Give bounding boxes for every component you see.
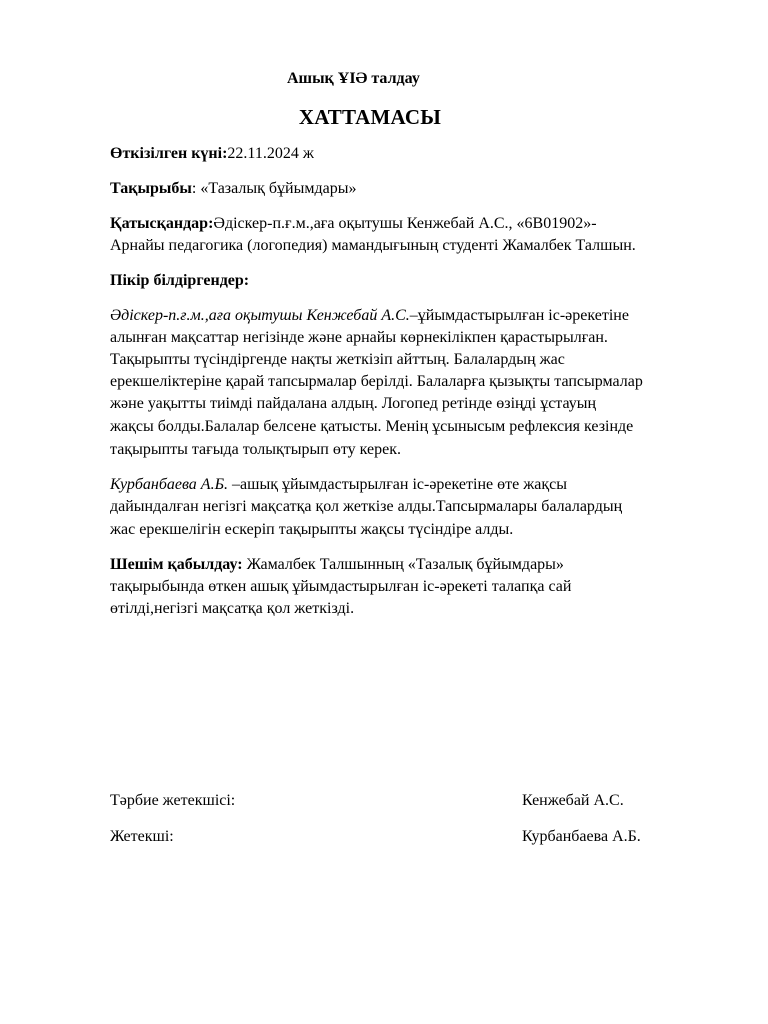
- participants-text-1: Әдіскер-п.ғ.м.,аға оқытушы Кенжебай А.С., «6В01902»-: [213, 215, 597, 232]
- signature-name: Кенжебай А.С.: [522, 792, 624, 809]
- opinion2-line-1: [110, 474, 567, 496]
- opinion1-line: жақсы болды.Балалар белсене қатысты. Менің ұсынысым рефлексия кезінде: [110, 418, 634, 435]
- decision-line: тақырыбында өткен ашық ұйымдастырылған іс-әрекеті талапқа сай: [110, 578, 572, 595]
- signature-name: Курбанбаева А.Б.: [522, 828, 641, 845]
- opinions-heading-text: Пікір білдіргендер:: [110, 272, 250, 289]
- decision-first-text: Жамалбек Талшынның «Тазалық бұйымдары»: [242, 556, 564, 573]
- decision-line-1: [110, 554, 564, 576]
- opinion2-author: Курбанбаева А.Б.: [110, 476, 229, 493]
- document-title: ХАТТАМАСЫ: [298, 105, 442, 129]
- opinion2-line: жас ерекшелігін ескеріп тақырыпты жақсы түсіндіре алды.: [110, 521, 514, 538]
- date-value: 22.11.2024 ж: [227, 145, 314, 162]
- participants-line-2: Арнайы педагогика (логопедия) мамандығының студенті Жамалбек Талшын.: [110, 237, 636, 254]
- topic-line: [110, 178, 356, 200]
- topic-value: : «Тазалық бұйымдары»: [191, 180, 357, 197]
- opinion1-line: және уақытты тиімді пайдалана алдың. Логопед ретінде өзіңді ұстауың: [110, 395, 597, 412]
- decision-label: Шешім қабылдау:: [110, 556, 243, 573]
- signature-role: Жетекші:: [110, 828, 174, 845]
- topic-label: Тақырыбы: [110, 180, 192, 197]
- opinion1-first-text: –ұйымдастырылған іс-әрекетіне: [409, 307, 629, 324]
- opinion1-line: алынған мақсаттар негізінде және арнайы көрнекілікпен қарастырылған.: [110, 329, 608, 346]
- document-subtitle: Ашық ҰІӘ талдау: [287, 70, 420, 87]
- opinion1-line-1: [110, 305, 629, 327]
- decision-line: өтілді,негізгі мақсатқа қол жеткізді.: [110, 600, 355, 617]
- opinions-heading: [110, 270, 249, 292]
- date-label: Өткізілген күні:: [110, 145, 228, 162]
- opinion2-first-text: –ашық ұйымдастырылған іс-әрекетіне өте жақсы: [228, 476, 567, 493]
- opinion1-line: тақырыпты тағыда толықтырып өту керек.: [110, 441, 401, 458]
- participants-label: Қатысқандар:: [110, 215, 214, 232]
- opinion2-line: дайындалған негізгі мақсатқа қол жеткізе алды.Тапсырмалары балалардың: [110, 498, 623, 515]
- opinion1-line: ерекшеліктеріне қарай тапсырмалар берілді. Балаларға қызықты тапсырмалар: [110, 373, 643, 390]
- signature-role: Тәрбие жетекшісі:: [110, 792, 236, 809]
- participants-line-1: [110, 213, 597, 235]
- date-line: [110, 143, 314, 165]
- opinion1-author: Әдіскер-п.ғ.м.,аға оқытушы Кенжебай А.С.: [110, 307, 410, 324]
- opinion1-line: Тақырыпты түсіндіргенде нақты жеткізіп айттың. Балалардың жас: [110, 351, 565, 368]
